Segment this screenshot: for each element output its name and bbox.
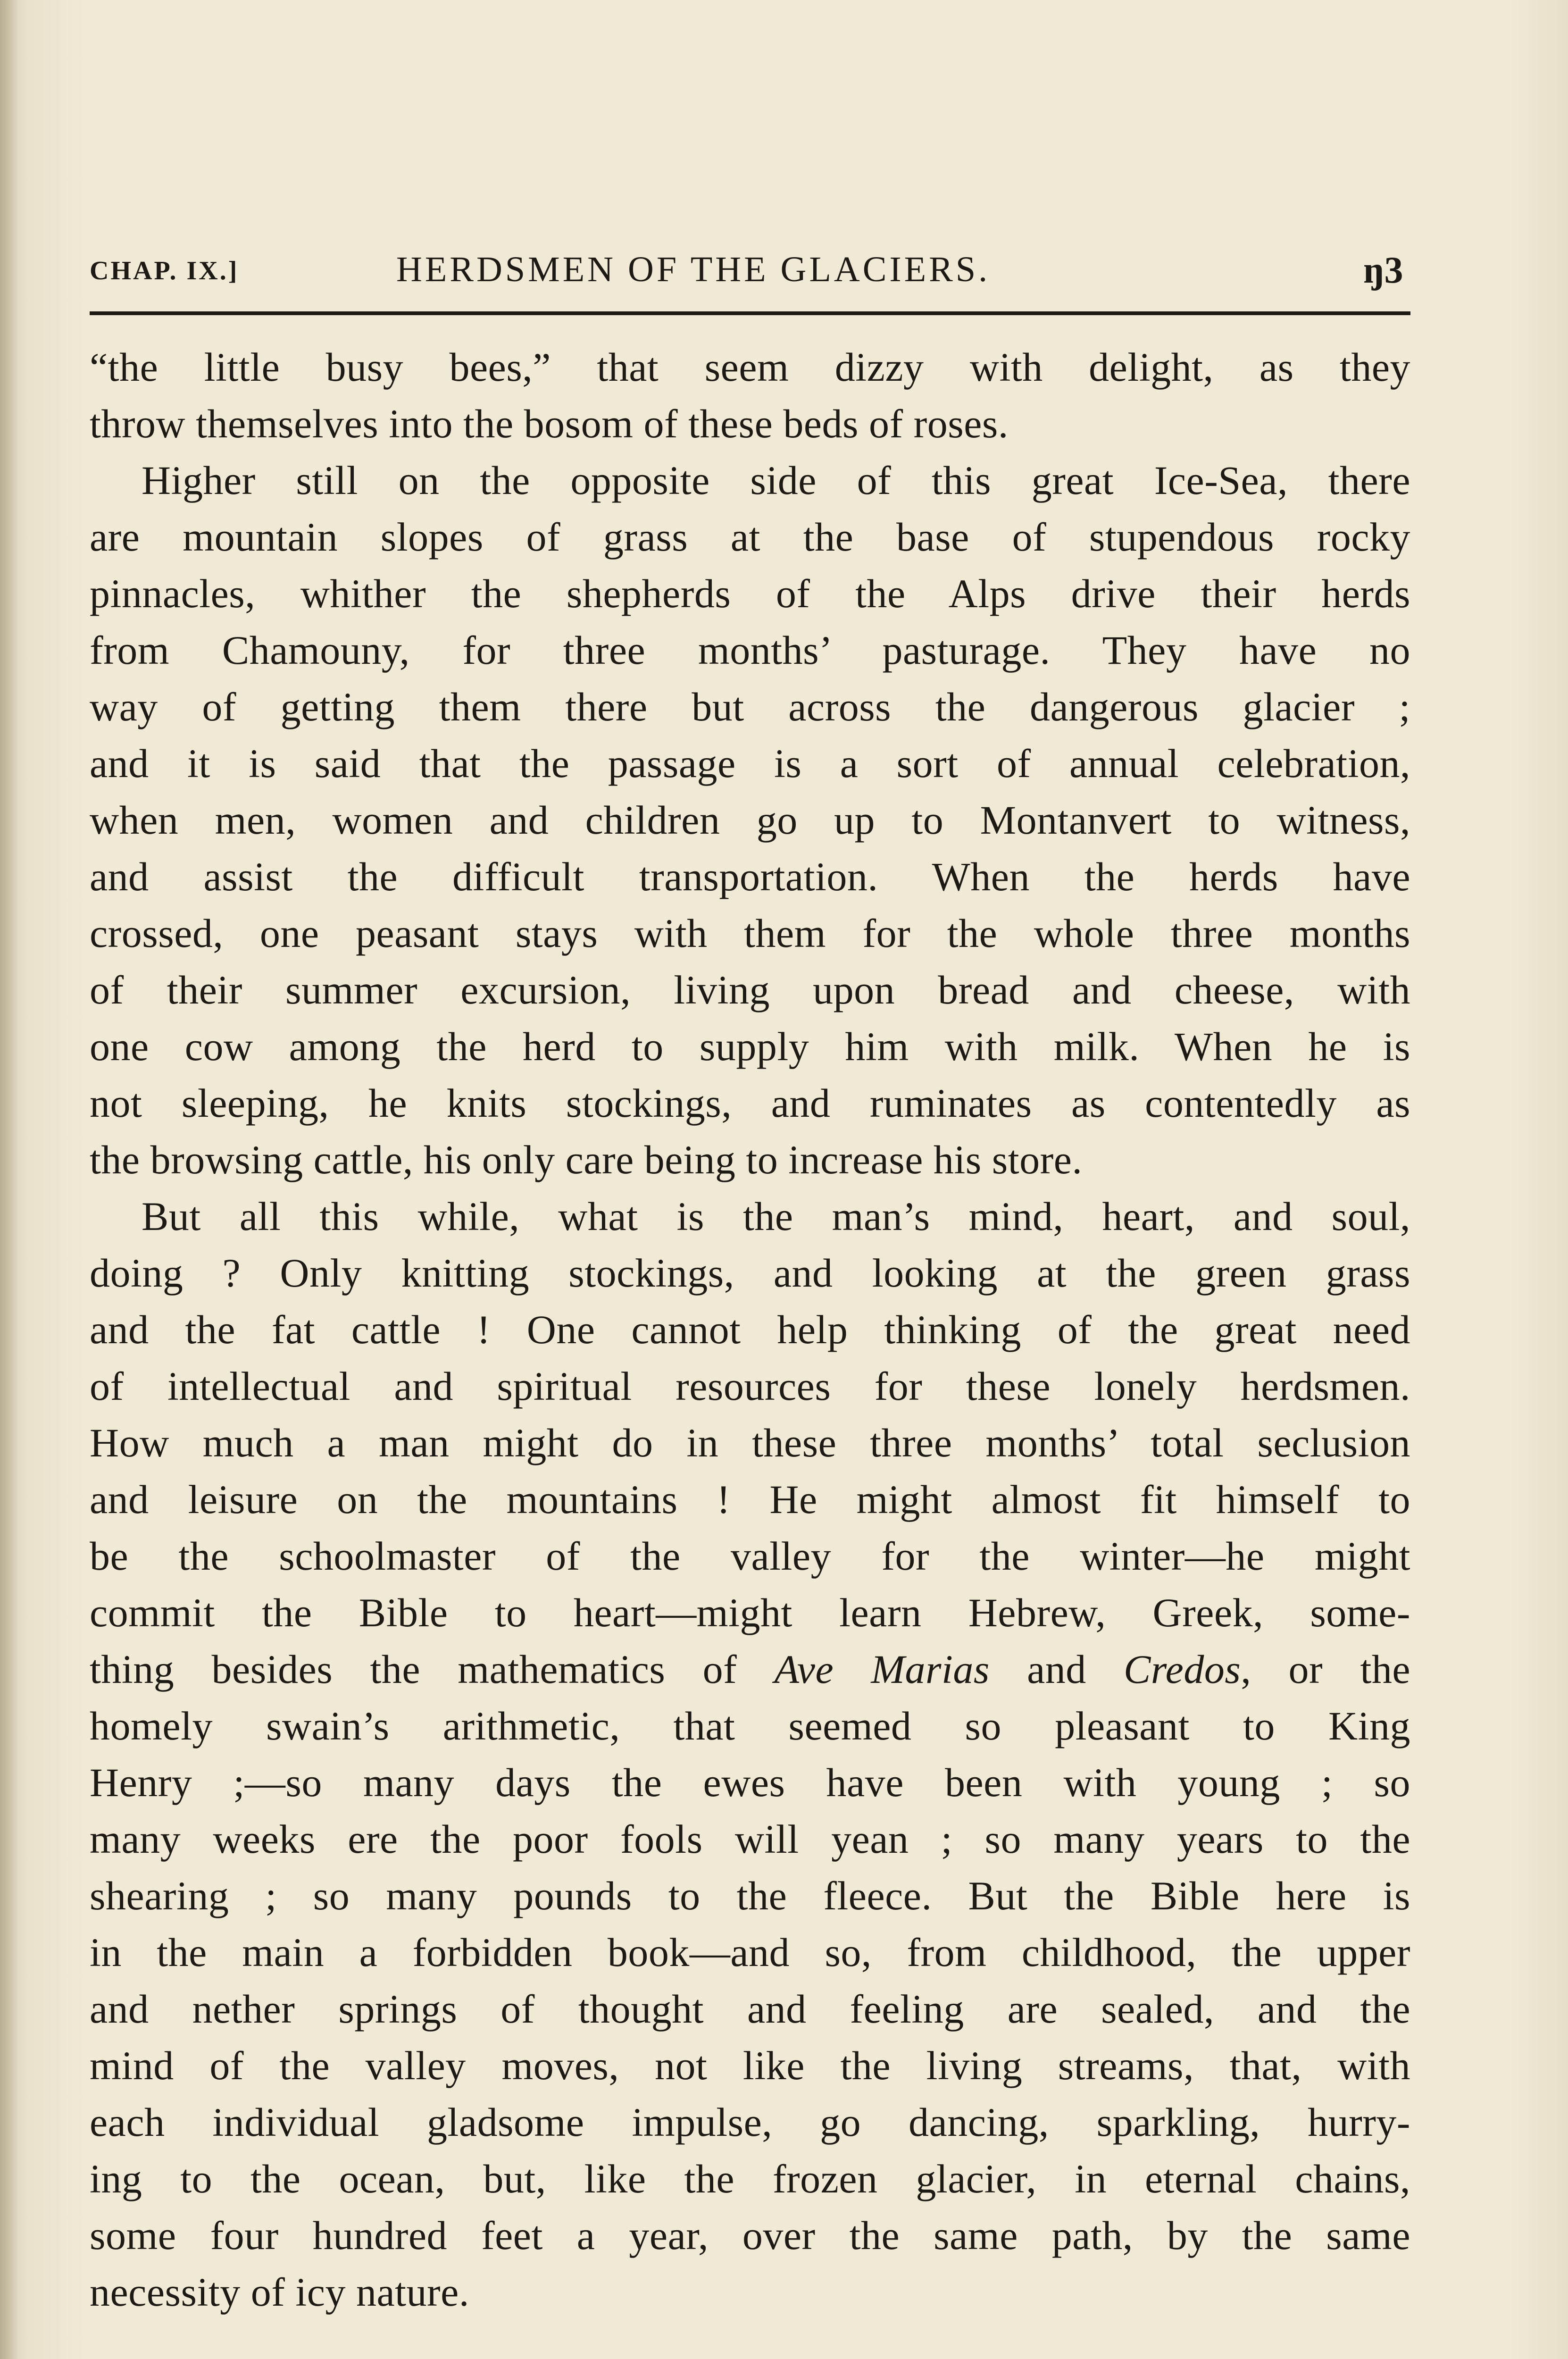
text-line: shearing ; so many pounds to the fleece. But the Bible here is — [90, 1873, 1410, 1918]
text-line: many weeks ere the poor fools will yean ; so many years to the — [90, 1816, 1410, 1862]
text-line: ing to the ocean, but, like the frozen glacier, in eternal chains, — [90, 2156, 1410, 2201]
running-title: HERDSMEN OF THE GLACIERS. — [396, 250, 991, 289]
text-line: How much a man might do in these three months’ total seclusion — [90, 1420, 1410, 1465]
body-text — [90, 339, 1410, 2320]
text-line: not sleeping, he knits stockings, and ruminates as contentedly as — [90, 1080, 1410, 1126]
text-line: and leisure on the mountains ! He might almost fit himself to — [90, 1477, 1410, 1522]
text-line: one cow among the herd to supply him with milk. When he is — [90, 1024, 1410, 1069]
text-line: necessity of icy nature. — [90, 2269, 469, 2315]
header-rule — [90, 311, 1410, 315]
text-line: mind of the valley moves, not like the living streams, that, with — [90, 2043, 1410, 2088]
italic-term: Ave Marias — [774, 1647, 990, 1692]
text-line: doing ? Only knitting stockings, and looking at the green grass — [90, 1250, 1410, 1296]
text-line: when men, women and children go up to Montanvert to witness, — [90, 797, 1410, 843]
text-line: be the schoolmaster of the valley for the winter—he might — [90, 1533, 1410, 1579]
binding-edge-shadow — [0, 0, 19, 2359]
text-line: of intellectual and spiritual resources for these lonely herdsmen. — [90, 1364, 1410, 1409]
text-line: But all this while, what is the man’s mind, heart, and soul, — [142, 1194, 1410, 1239]
text-line: way of getting them there but across the dangerous glacier ; — [90, 684, 1410, 729]
text-line: thing besides the mathematics of Ave Marias and Credos, or the — [90, 1647, 1411, 1692]
text-line: are mountain slopes of grass at the base of stupendous rocky — [90, 514, 1410, 560]
text-line: in the main a forbidden book—and so, from childhood, the upper — [90, 1930, 1410, 1975]
text-line: of their summer excursion, living upon bread and cheese, with — [90, 967, 1410, 1012]
text-line: Higher still on the opposite side of this great Ice-Sea, there — [142, 458, 1410, 503]
text-line: and the fat cattle ! One cannot help thinking of the great need — [90, 1307, 1410, 1352]
text-line: Henry ;—so many days the ewes have been with young ; so — [90, 1760, 1410, 1805]
text-line: and assist the difficult transportation. When the herds have — [90, 854, 1410, 899]
text-line: pinnacles, whither the shepherds of the Alps drive their herds — [90, 571, 1410, 616]
chapter-label: CHAP. IX.] — [90, 256, 239, 285]
text-line: the browsing cattle, his only care being to increase his store. — [90, 1137, 1083, 1182]
text-line: homely swain’s arithmetic, that seemed so pleasant to King — [90, 1703, 1410, 1748]
text-line: throw themselves into the bosom of these beds of roses. — [90, 401, 1009, 446]
text-line: and it is said that the passage is a sort of annual celebration, — [90, 741, 1410, 786]
page-number: ŋ3 — [1363, 250, 1403, 291]
text-line: some four hundred feet a year, over the same path, by the same — [90, 2213, 1410, 2258]
text-line: commit the Bible to heart—might learn Hebrew, Greek, some- — [90, 1590, 1410, 1635]
text-line: and nether springs of thought and feeling are sealed, and the — [90, 1986, 1410, 2032]
text-line: from Chamouny, for three months’ pasturage. They have no — [90, 627, 1410, 673]
text-line: “the little busy bees,” that seem dizzy with delight, as they — [90, 344, 1410, 390]
running-head — [90, 249, 1410, 292]
text-line: crossed, one peasant stays with them for the whole three months — [90, 911, 1410, 956]
italic-term: Credos — [1124, 1647, 1241, 1692]
text-line: each individual gladsome impulse, go dancing, sparkling, hurry- — [90, 2100, 1410, 2145]
